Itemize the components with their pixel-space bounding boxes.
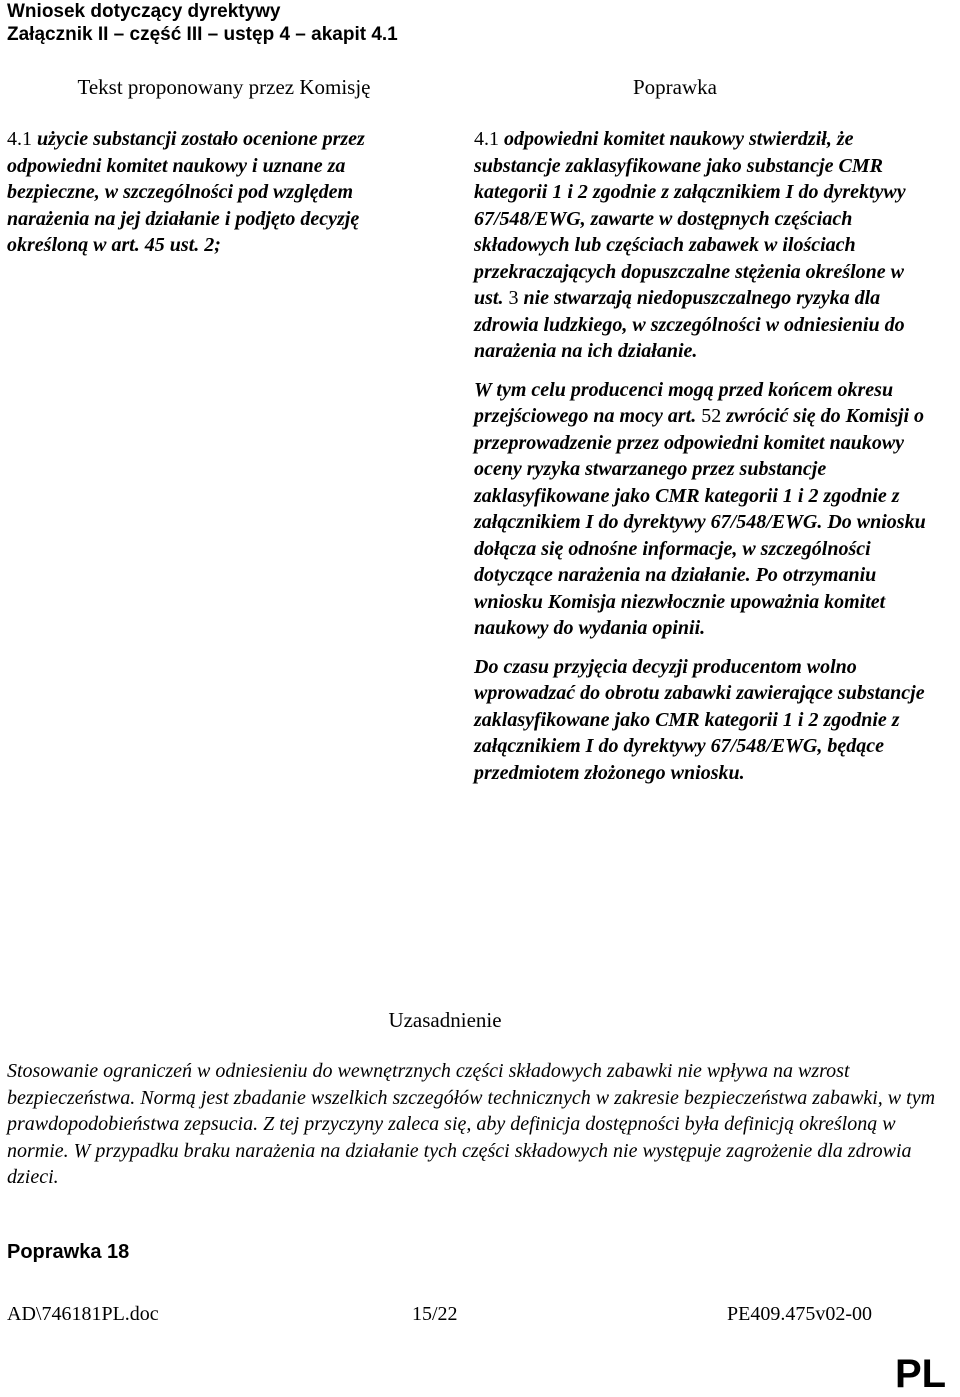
amendment-p1-bold-b: nie stwarzają niedopuszczalnego ryzyka dla zdrowia ludzkiego, w szczególności w odniesieniu do narażenia na ich działanie. [474,287,905,362]
amendment-paragraph-3: Do czasu przyjęcia decyzji producentom wolno wprowadzać do obrotu zabawki zawierające substancje zaklasyfikowane jako CMR kategorii 1 i 2 zgodnie z załącznikiem I do dyrektywy 67/548/EWG, będące przedmiotem złożonego wniosku. [474,655,925,784]
left-column-heading: Tekst proponowany przez Komisję [77,75,371,99]
footer-pe-ref: PE409.475v02-00 [727,1303,872,1325]
amendment-paragraph-2 [474,377,936,642]
right-column-heading: Poprawka [633,75,717,99]
amendment-p2-bold-b: zwrócić się do Komisji o przeprowadzenie przez odpowiedni komitet naukowy oceny ryzyka stwarzanego przez substancje zaklasyfikowane jako CMR kategorii 1 i 2 zgodnie z załącznikiem I do dyrektywy 67/548/EWG. Do wniosku dołącza się odnośne informacje, w szczególności dotyczące narażenia na działanie. Po otrzymaniu wniosku Komisja niezwłocznie upoważnia komitet naukowy do wydania opinii. [474,405,926,639]
left-paragraph-body: użycie substancji zostało ocenione przez odpowiedni komitet naukowy i uznane za bezpieczne, w szczególności pod względem narażenia na jej działanie i podjęto decyzję określoną w art. 45 ust. 2; [7,128,365,256]
footer-doc-ref: AD\746181PL.doc [7,1303,159,1325]
amendment-paragraph-1 [474,126,936,365]
footer-page-number: 15/22 [412,1303,458,1325]
next-amendment-heading: Poprawka 18 [7,1241,130,1263]
amendment-p1-bold-a: odpowiedni komitet naukowy stwierdził, że substancje zaklasyfikowane jako substancje CMR kategorii 1 i 2 zgodnie z załącznikiem I do dyrektywy 67/548/EWG, zawarte w dostępnych częściach składowych lub częściach zabawek w ilościach przekraczających dopuszczalne stężenia określone w ust. [474,128,906,309]
footer-language-code: PL [895,1352,947,1396]
amendment-p2-bold-a: W tym celu producenci mogą przed końcem okresu przejściowego na mocy art. [474,378,894,427]
amendment-p1-number: 4.1 [474,128,499,150]
amendment-p1-plain: 3 [508,287,519,309]
justification-heading: Uzasadnienie [388,1008,502,1032]
amendment-p2-plain: 52 [701,405,722,427]
justification-text: Stosowanie ograniczeń w odniesieniu do wewnętrznych części składowych zabawki nie wpływa na wzrost bezpieczeństwa. Normą jest zbadanie wszelkich szczegółów technicznych w zakresie bezpieczeństwa zabawki, w tym prawdopodobieństwa zepsucia. Z tej przyczyny zaleca się, aby definicja dostępności była definicją określoną w normie. W przypadku braku narażenia na działanie tych części składowych nie występuje zagrożenie dla zdrowia dzieci. [7,1060,936,1188]
document-subtitle: Załącznik II – część III – ustęp 4 – akapit 4.1 [7,24,398,45]
right-column-text [474,126,936,786]
document-title: Wniosek dotyczący dyrektywy [7,1,281,22]
left-column-text [7,126,427,259]
left-paragraph-number: 4.1 [7,128,32,150]
